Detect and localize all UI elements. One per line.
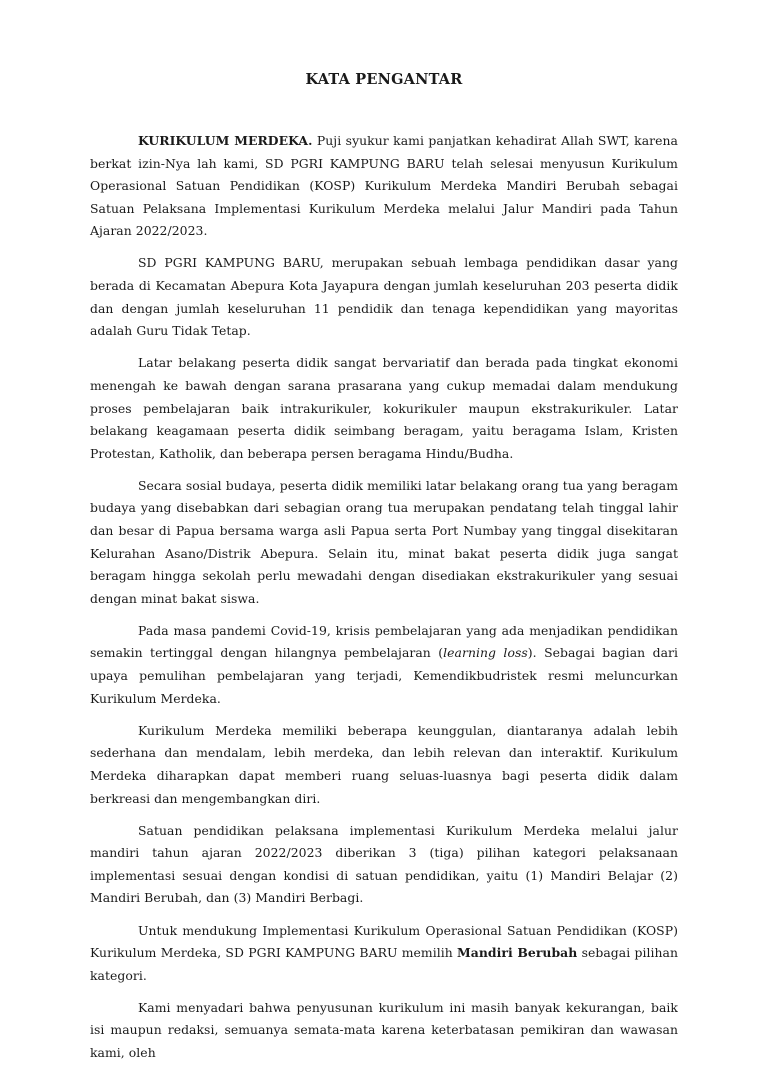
italic-term: learning loss (443, 645, 528, 661)
paragraph-7: Satuan pendidikan pelaksana implementasi Kurikulum Merdeka melalui jalur mandiri tahun ajaran 2022/2023 diberikan 3 (tiga) pilihan kategori pelaksanaan implementasi sesuai dengan kondisi di satuan pendidikan, yaitu (1) Mandiri Belajar (2) Mandiri Berubah, dan (3) Mandiri Berbagi. (90, 822, 678, 906)
paragraph-2: SD PGRI KAMPUNG BARU, merupakan sebuah lembaga pendidikan dasar yang berada di Kecamatan Abepura Kota Jayapura dengan jumlah keseluruhan 203 peserta didik dan dengan jumlah keseluruhan 11 pendidik dan tenaga kependidikan yang mayoritas adalah Guru Tidak Tetap. (90, 255, 678, 339)
paragraph-5 (90, 620, 678, 710)
paragraph-8 (90, 920, 678, 988)
paragraph-8-text-before: Untuk mendukung Implementasi Kurikulum Operasional Satuan Pendidikan (KOSP) Kurikulum Merdeka, SD PGRI KAMPUNG BARU memilih (90, 922, 678, 961)
paragraph-1 (90, 130, 678, 243)
paragraph-9: Kami menyadari bahwa penyusunan kurikulum ini masih banyak kekurangan, baik isi maupun redaksi, semuanya semata-mata karena keterbatasan pemikiran dan wawasan kami, oleh (90, 999, 678, 1060)
bold-term: Mandiri Berubah (457, 945, 578, 961)
paragraph-4: Secara sosial budaya, peserta didik memiliki latar belakang orang tua yang beragam budaya yang disebabkan dari sebagian orang tua merupakan pendatang telah tinggal lahir dan besar di Papua bersama warga asli Papua serta Port Numbay yang tinggal disekitaran Kelurahan Asano/Distrik Abepura. Selain itu, minat bakat peserta didik juga sangat beragam hingga sekolah perlu mewadahi dengan disediakan ekstrakurikuler yang sesuai dengan minat bakat siswa. (90, 477, 678, 606)
paragraph-5-text-before: Pada masa pandemi Covid-19, krisis pembelajaran yang ada menjadikan pendidikan semakin tertinggal dengan hilangnya pembelajaran ( (90, 622, 678, 661)
document-page (90, 0, 679, 1060)
page-title: KATA PENGANTAR (305, 71, 463, 88)
lead-bold-text: KURIKULUM MERDEKA. (138, 133, 313, 148)
paragraph-6: Kurikulum Merdeka memiliki beberapa keunggulan, diantaranya adalah lebih sederhana dan mendalam, lebih merdeka, dan lebih relevan dan interaktif. Kurikulum Merdeka diharapkan dapat memberi ruang seluas-luasnya bagi peserta didik dalam berkreasi dan mengembangkan diri. (90, 722, 678, 806)
paragraph-3: Latar belakang peserta didik sangat bervariatif dan berada pada tingkat ekonomi menengah ke bawah dengan sarana prasarana yang cukup memadai dalam mendukung proses pembelajaran baik intrakurikuler, kokurikuler maupun ekstrakurikuler. Latar belakang keagamaan peserta didik seimbang beragam, yaitu beragama Islam, Kristen Protestan, Katholik, dan beberapa persen beragama Hindu/Budha. (90, 355, 678, 461)
paragraph-1-text: Puji syukur kami panjatkan kehadirat Allah SWT, karena berkat izin-Nya lah kami, SD PGRI KAMPUNG BARU telah selesai menyusun Kurikulum Operasional Satuan Pendidikan (KOSP) Kurikulum Merdeka Mandiri Berubah sebagai Satuan Pelaksana Implementasi Kurikulum Merdeka melalui Jalur Mandiri pada Tahun Ajaran 2022/2023. (90, 133, 678, 239)
paragraph-8-text-after: sebagai pilihan kategori. (90, 945, 679, 983)
paragraph-5-text-after: ). Sebagai bagian dari upaya pemulihan pembelajaran yang terjadi, Kemendikbudristek resmi meluncurkan Kurikulum Merdeka. (90, 645, 678, 706)
document-body (90, 130, 678, 1074)
